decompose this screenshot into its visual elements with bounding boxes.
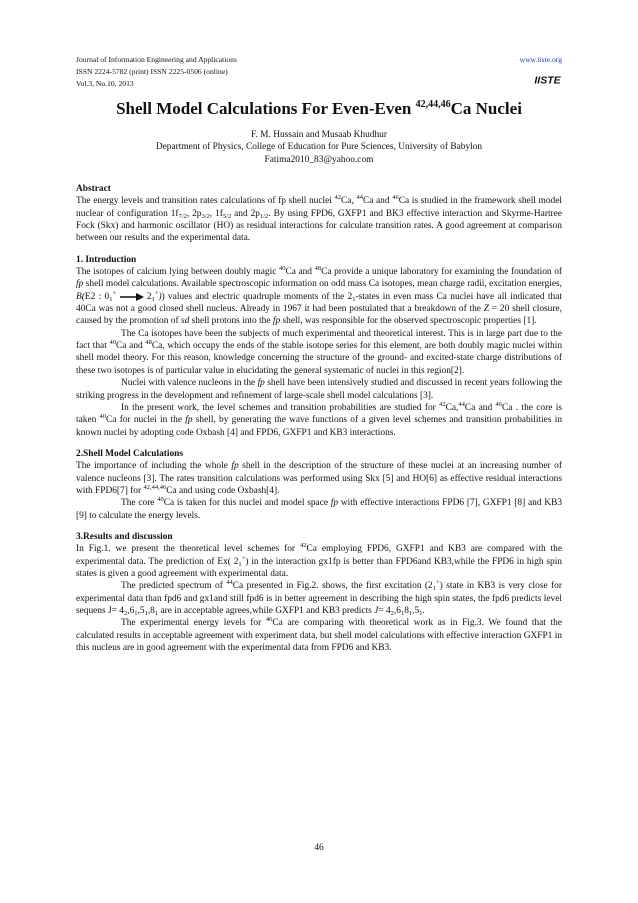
logo-text: IISTE xyxy=(534,74,561,86)
intro-paragraph-3: Nuclei with valence nucleons in the fp shell have been intensively studied and discussed in recent years following the striking progress in the development and refinement of large-scale shell model calculations [3]. xyxy=(76,378,562,401)
author-block xyxy=(76,129,562,166)
intro-heading: 1. Introduction xyxy=(76,254,137,265)
shell-model-heading: 2.Shell Model Calculations xyxy=(76,448,184,459)
paper-body xyxy=(76,183,562,654)
paper-title: Shell Model Calculations For Even-Even $^{42,44,46}$Ca Nuclei xyxy=(116,99,522,118)
author-email: Fatima2010_83@yahoo.com xyxy=(264,154,374,165)
transition-arrow-icon xyxy=(120,293,144,301)
journal-url-link[interactable]: www.iiste.org xyxy=(519,55,562,64)
intro-paragraph-2: The Ca isotopes have been the subjects of much experimental and theoretical interest. This is in large part due to the fact that $^{40}$Ca and $^{48}$Ca, which occupy the ends of the stable isotope series for this element, are both doubly magic nuclei within shell model theory. For this reason, knowledge concerning the structure of the ground- and excited-state charge distributions of these two isotopes is of particular value in elucidating the general systematic of nuclei in this region[2]. xyxy=(76,328,563,376)
journal-issn: ISSN 2224-5782 (print) ISSN 2225-0506 (online) xyxy=(76,67,228,76)
results-paragraph-3: The experimental energy levels for $^{46}$Ca are comparing with theoretical work as in Fig.3. We found that the calculated results in acceptable agreement with experiment data, but shell model calculations with effective interaction GXFP1 in this nucleus are in good agreement with the experimental data from FPD6 and KB3. xyxy=(76,616,562,654)
results-paragraph-1: In Fig.1. we present the theoretical level schemes for $^{42}$Ca employing FPD6, GXFP1 and KB3 are compared with the experimental data. The prediction of Ex( $2_1^+$) in the interaction gx1fp is better than FPD6and KB3,while the FPD6 in high spin states is given a good agreement with experimental data. xyxy=(76,542,563,579)
intro-paragraph-1: The isotopes of calcium lying between doubly magic $^{40}$Ca and $^{48}$Ca provide a unique laboratory for examining the foundation of fp shell model calculations. Available spectroscopic information on odd mass Ca isotopes, mean charge radii, excitation energies, B(E2 : $0_1^+$ $2_1^+$)) values and electric quadruple moments of the $2_1$-states in even mass Ca nuclei have all indicated that 40Ca was not a good closed shell nucleus. Already in 1967 it had been postulated that a breakdown of the Z = 20 shell closure, caused by the promotion of sd shell protons into the fp shell, was responsible for the observed spectroscopic properties [1]. xyxy=(76,265,563,327)
abstract-heading: Abstract xyxy=(76,184,111,194)
results-heading: 3.Results and discussion xyxy=(76,531,173,542)
journal-volume: Vol.3, No.10, 2013 xyxy=(76,79,134,88)
journal-name: Journal of Information Engineering and Applications xyxy=(76,55,237,64)
shell-paragraph-2: The core $^{40}$Ca is taken for this nuclei and model space fp with effective interactions FPD6 [7], GXFP1 [8] and KB3 [9] to calculate the energy levels. xyxy=(76,496,563,521)
iiste-logo xyxy=(533,73,562,86)
abstract-text: The energy levels and transition rates calculations of fp shell nuclei $^{42}$Ca, $^{44}$Ca and $^{46}$Ca is studied in the framework shell model nuclear of configuration $1f_{7/2}$, $2p_{3/2}$, $1f_{5/2}$ and $2p_{1/2}$. By using FPD6, GXFP1 and BK3 effective interaction and Skyrme-Hartree Fock (Skx) and harmonic oscillator (HO) as residual interactions for calculate transition rates. A good agreement at comparison between our results and the experimental data. xyxy=(76,194,562,244)
results-paragraph-2: The predicted spectrum of $^{44}$Ca presented in Fig.2. shows, the first excitation $(2_1^+)$ state in KB3 is very close for experimental data than fpd6 and gx1and still fpd6 is in better agreement in describing the high spin states, the fpd6 predicts level sequens $J= 4_2,6_1,5_1,8_1$ are in acceptable agrees,while GXFP1 and KB3 predicts $J= 4_2,6_18_1,5_1$. xyxy=(76,579,562,617)
page-number: 46 xyxy=(314,843,324,853)
journal-header xyxy=(76,54,562,90)
intro-paragraph-4: In the present work, the level schemes and transition probabilities are studied for $^{42}$Ca,$^{44}$Ca and $^{46}$Ca . the core is taken $^{40}$Ca for nuclei in the fp shell, by generating the wave functions of a given level schemes and transition probabilities in known nuclei by adopting code Oxbash [4] and FPD6, GXFP1 and KB3 interactions. xyxy=(76,400,563,438)
author-affiliation: Department of Physics, College of Education for Pure Sciences, University of Babylon xyxy=(155,142,483,153)
shell-paragraph-1: The importance of including the whole fp shell in the description of the structure of these nuclei at an increasing number of valence nucleons [3]. The rates transition calculations was performed using Skx [5] and HO[6] as effective residual interactions with FPD6[7] for $^{42,44,46}$Ca and using code Oxbash[4]. xyxy=(76,461,562,496)
author-names: F. M. Hussain and Musaab Khudhur xyxy=(251,130,387,140)
